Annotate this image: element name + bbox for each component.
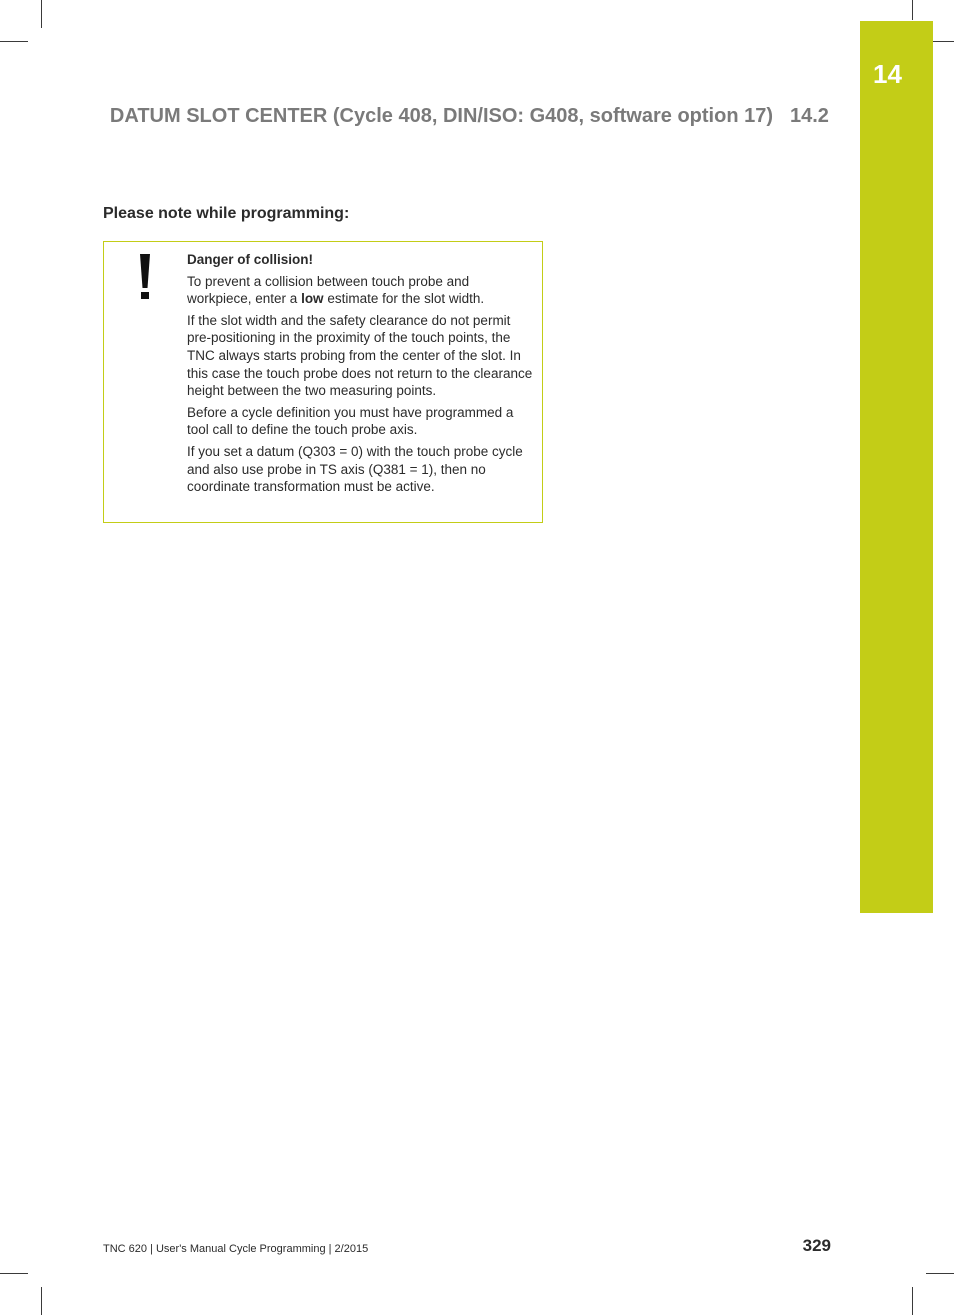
note-content xyxy=(187,251,535,500)
crop-mark xyxy=(0,41,28,42)
crop-mark xyxy=(912,0,913,20)
crop-mark xyxy=(0,1273,28,1274)
note-emphasis: low xyxy=(301,291,324,307)
exclamation-icon xyxy=(138,254,152,300)
crop-mark xyxy=(41,1287,42,1315)
crop-mark xyxy=(41,0,42,28)
note-paragraph: Before a cycle definition you must have programmed a tool call to define the touch probe axis. xyxy=(187,404,514,438)
crop-mark xyxy=(912,1287,913,1315)
note-paragraph: If the slot width and the safety clearance do not permit pre-positioning in the proximity of the touch points, the TNC always starts probing from the center of the slot. In this case the touch probe does not return to the clearance height between the two measuring points. xyxy=(187,312,533,399)
crop-mark xyxy=(926,1273,954,1274)
running-header-section: 14.2 xyxy=(790,105,829,127)
section-subheading: Please note while programming: xyxy=(103,205,350,222)
chapter-number: 14 xyxy=(873,59,902,89)
page-number: 329 xyxy=(802,1236,831,1255)
running-header-title: DATUM SLOT CENTER (Cycle 408, DIN/ISO: G408, software option 17) xyxy=(109,105,773,127)
note-text: To prevent a collision between touch probe and workpiece, enter a xyxy=(187,273,470,307)
note-text: estimate for the slot width. xyxy=(323,291,485,307)
chapter-tab xyxy=(860,21,933,913)
note-paragraph: If you set a datum (Q303 = 0) with the touch probe cycle and also use probe in TS axis (Q381 = 1), then no coordinate transformation must be active. xyxy=(187,443,523,495)
warning-note-box xyxy=(103,241,543,523)
footer-text: TNC 620 | User's Manual Cycle Programming | 2/2015 xyxy=(103,1243,369,1255)
note-paragraph xyxy=(187,273,535,308)
note-heading: Danger of collision! xyxy=(187,252,314,267)
